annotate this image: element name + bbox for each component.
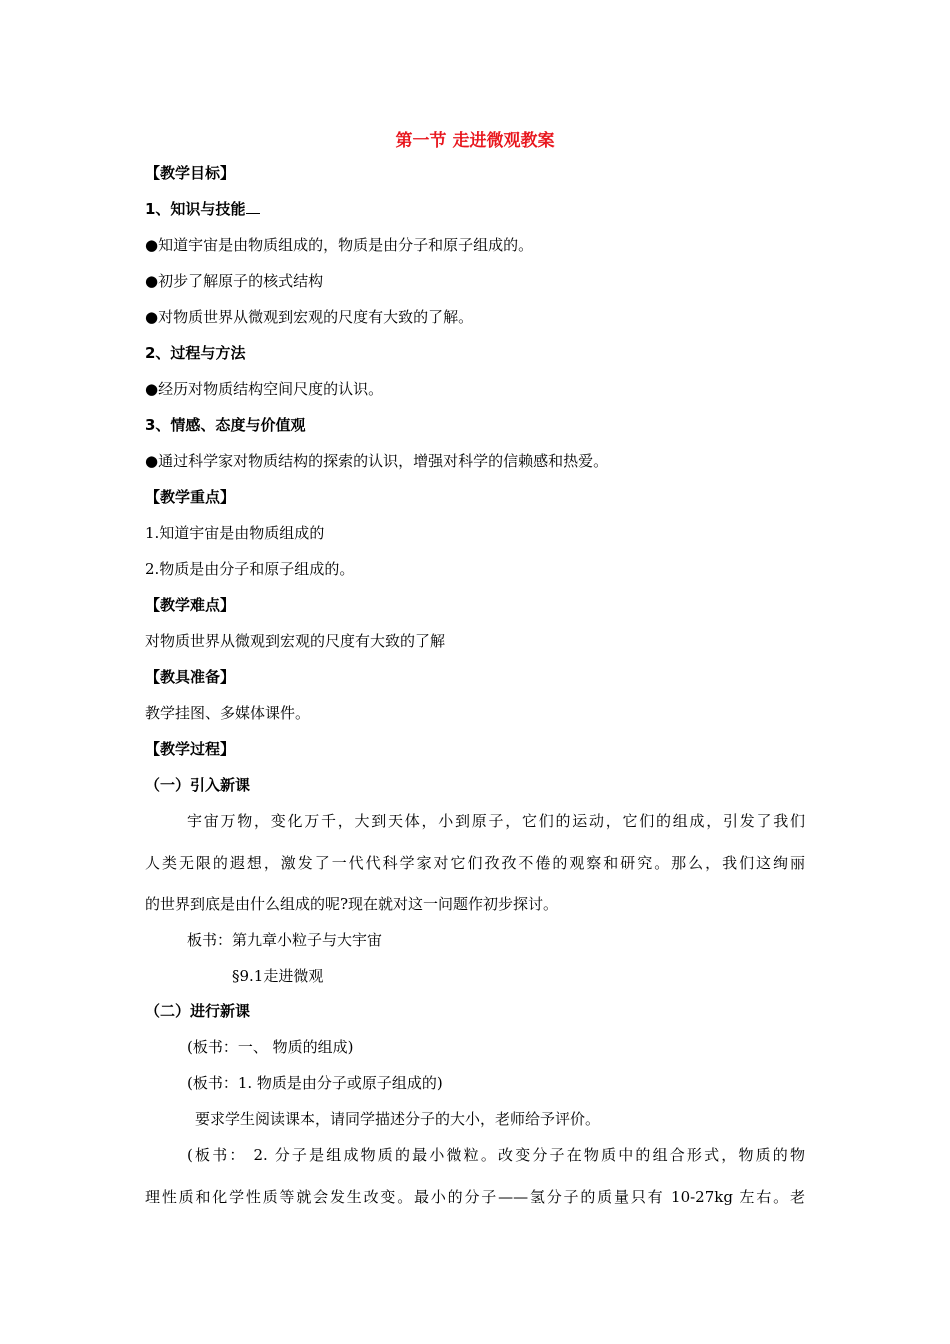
section-heading-materials: 【教具准备】 — [145, 668, 236, 686]
paragraph-line: 教学挂图、多媒体课件。 — [145, 704, 311, 722]
bullet-item: ●经历对物质结构空间尺度的认识。 — [145, 380, 384, 398]
bullet-item: ●对物质世界从微观到宏观的尺度有大致的了解。 — [145, 308, 474, 326]
paragraph-line: 宇宙万物，变化万千，大到天体，小到原子，它们的运动，它们的组成，引发了我们 — [187, 812, 805, 830]
bullet-item: ●初步了解原子的核式结构 — [145, 272, 324, 290]
paragraph-line: 的世界到底是由什么组成的呢?现在就对这一问题作初步探讨。 — [145, 895, 559, 913]
bullet-item: ●通过科学家对物质结构的探索的认识，增强对科学的信赖感和热爱。 — [145, 452, 609, 470]
section-heading-difficulties: 【教学难点】 — [145, 596, 236, 614]
section-heading-key-points: 【教学重点】 — [145, 488, 236, 506]
subheading-process-method: 2、过程与方法 — [145, 344, 246, 362]
section-heading-process: 【教学过程】 — [145, 740, 236, 758]
section-heading-objectives: 【教学目标】 — [145, 164, 236, 182]
numbered-item: 1.知道宇宙是由物质组成的 — [145, 524, 325, 542]
subheading-introduction: （一）引入新课 — [145, 776, 251, 794]
blackboard-note: (板书：1. 物质是由分子或原子组成的) — [187, 1074, 443, 1092]
paragraph-line: 人类无限的遐想，激发了一代代科学家对它们孜孜不倦的观察和研究。那么，我们这绚丽 — [145, 854, 805, 872]
paragraph-line: (板书： 2. 分子是组成物质的最小微粒。改变分子在物质中的组合形式，物质的物 — [187, 1146, 805, 1164]
numbered-item: 2.物质是由分子和原子组成的。 — [145, 560, 355, 578]
blackboard-note: (板书：一、 物质的组成) — [187, 1038, 354, 1056]
paragraph-line: 对物质世界从微观到宏观的尺度有大致的了解 — [145, 632, 446, 650]
paragraph-line: 理性质和化学性质等就会发生改变。最小的分子——氢分子的质量只有 10-27kg 左右。老 — [145, 1188, 805, 1206]
subheading-attitude-values: 3、情感、态度与价值观 — [145, 416, 306, 434]
paragraph-line: 要求学生阅读课本，请同学描述分子的大小，老师给予评价。 — [195, 1110, 601, 1128]
subheading-knowledge-skills-text: 1、知识与技能 — [145, 200, 246, 218]
bullet-item: ●知道宇宙是由物质组成的，物质是由分子和原子组成的。 — [145, 236, 534, 254]
subheading-knowledge-skills — [145, 198, 260, 219]
subheading-new-lesson: （二）进行新课 — [145, 1002, 251, 1020]
blackboard-note: §9.1走进微观 — [232, 967, 324, 985]
page-title: 第一节 走进微观教案 — [395, 131, 555, 151]
blackboard-note: 板书：第九章小粒子与大宇宙 — [187, 931, 383, 949]
underscore-mark — [246, 213, 260, 214]
